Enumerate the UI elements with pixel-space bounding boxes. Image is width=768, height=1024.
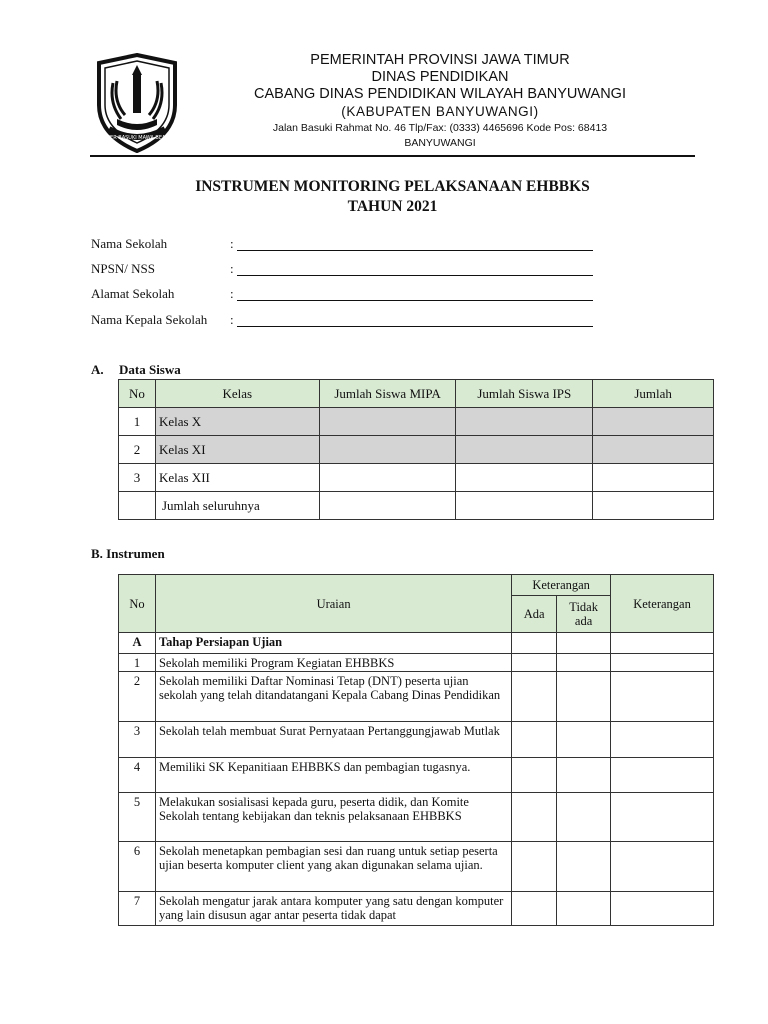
keterangan-cell[interactable]: [611, 672, 714, 722]
group-row: A Tahap Persiapan Ujian: [119, 633, 714, 654]
letterhead-branch: CABANG DINAS PENDIDIKAN WILAYAH BANYUWANGI: [254, 86, 626, 102]
field-label: Alamat Sekolah: [91, 286, 175, 301]
input-cell[interactable]: [456, 408, 593, 436]
table-row: 2 Sekolah memiliki Daftar Nominasi Tetap (DNT) peserta ujian sekolah yang telah ditandatangani Kepala Cabang Dinas Pendidikan: [119, 672, 714, 722]
input-cell[interactable]: [593, 408, 714, 436]
table-row: 4 Memiliki SK Kepanitiaan EHBBKS dan pembagian tugasnya.: [119, 758, 714, 793]
field-label: NPSN/ NSS: [91, 261, 155, 276]
section-a-title: Data Siswa: [119, 362, 181, 377]
table-header-row: [119, 380, 714, 408]
header-jumlah: Jumlah: [593, 380, 714, 408]
checkbox-ada[interactable]: [512, 842, 557, 892]
fill-line[interactable]: [237, 300, 593, 301]
table-row: 3 Kelas XII: [119, 464, 714, 492]
checkbox-ada[interactable]: [512, 758, 557, 793]
header-jumlah-mipa: Jumlah Siswa MIPA: [319, 380, 456, 408]
checkbox-ada[interactable]: [512, 892, 557, 926]
document-title: INSTRUMEN MONITORING PELAKSANAAN EHBBKS: [195, 178, 590, 195]
header-kelas: Kelas: [155, 380, 319, 408]
checkbox-tidak-ada[interactable]: [557, 722, 611, 758]
keterangan-cell[interactable]: [611, 842, 714, 892]
keterangan-cell[interactable]: [611, 793, 714, 842]
table-header-row: [119, 575, 714, 596]
input-cell[interactable]: [456, 464, 593, 492]
table-row: 3 Sekolah telah membuat Surat Pernyataan Pertanggungjawab Mutlak: [119, 722, 714, 758]
checkbox-ada[interactable]: [512, 793, 557, 842]
keterangan-cell[interactable]: [611, 758, 714, 793]
header-no: No: [119, 380, 156, 408]
letterhead-office: DINAS PENDIDIKAN: [371, 69, 509, 85]
input-cell[interactable]: [593, 492, 714, 520]
fill-line[interactable]: [237, 275, 593, 276]
header-ada: Ada: [512, 596, 557, 633]
keterangan-cell[interactable]: [611, 654, 714, 672]
keterangan-cell[interactable]: [611, 892, 714, 926]
fill-line[interactable]: [237, 250, 593, 251]
field-nama-sekolah[interactable]: Nama Sekolah :: [91, 236, 611, 254]
checkbox-tidak-ada[interactable]: [557, 793, 611, 842]
field-label: Nama Sekolah: [91, 236, 168, 251]
table-row: 5 Melakukan sosialisasi kepada guru, peserta didik, dan Komite Sekolah tentang kebijakan dan teknis pelaksanaan EHBBKS: [119, 793, 714, 842]
instrumen-table: [118, 574, 714, 926]
letterhead: [190, 52, 690, 150]
table-row: 6 Sekolah menetapkan pembagian sesi dan ruang untuk setiap peserta ujian beserta komputer client yang akan digunakan selama ujian.: [119, 842, 714, 892]
document-year: TAHUN 2021: [347, 198, 438, 215]
header-keterangan: Keterangan: [611, 575, 714, 633]
section-a-number: A.: [91, 362, 104, 377]
table-row: 7 Sekolah mengatur jarak antara komputer yang satu dengan komputer yang lain disusun agar antar peserta tidak dapat: [119, 892, 714, 926]
field-kepala-sekolah[interactable]: Nama Kepala Sekolah :: [91, 312, 611, 330]
letterhead-regency: (KABUPATEN BANYUWANGI): [341, 104, 539, 119]
section-b-title: B. Instrumen: [91, 546, 165, 561]
letterhead-government: PEMERINTAH PROVINSI JAWA TIMUR: [310, 52, 570, 68]
field-npsn[interactable]: NPSN/ NSS :: [91, 261, 611, 279]
input-cell[interactable]: [319, 492, 456, 520]
coat-of-arms-logo-icon: [95, 53, 179, 153]
table-row: 1 Sekolah memiliki Program Kegiatan EHBBKS: [119, 654, 714, 672]
fill-line[interactable]: [237, 326, 593, 327]
checkbox-tidak-ada[interactable]: [557, 842, 611, 892]
checkbox-tidak-ada[interactable]: [557, 758, 611, 793]
header-uraian: Uraian: [155, 575, 511, 633]
input-cell[interactable]: [319, 464, 456, 492]
input-cell[interactable]: [319, 408, 456, 436]
field-alamat-sekolah[interactable]: Alamat Sekolah :: [91, 286, 611, 304]
letterhead-divider: [90, 155, 695, 157]
input-cell[interactable]: [456, 436, 593, 464]
checkbox-ada[interactable]: [512, 654, 557, 672]
checkbox-tidak-ada[interactable]: [557, 672, 611, 722]
header-keterangan-group: Keterangan: [512, 575, 611, 596]
field-label: Nama Kepala Sekolah: [91, 312, 208, 327]
letterhead-city: BANYUWANGI: [404, 137, 476, 149]
letterhead-address: Jalan Basuki Rahmat No. 46 Tlp/Fax: (0333) 4465696 Kode Pos: 68413: [272, 122, 608, 134]
input-cell[interactable]: [593, 436, 714, 464]
header-tidak-ada: Tidak ada: [557, 596, 611, 633]
keterangan-cell[interactable]: [611, 722, 714, 758]
table-row-total: Jumlah seluruhnya: [119, 492, 714, 520]
checkbox-tidak-ada[interactable]: [557, 654, 611, 672]
header-no: No: [119, 575, 156, 633]
checkbox-ada[interactable]: [512, 722, 557, 758]
table-row: 2 Kelas XI: [119, 436, 714, 464]
table-row: 1 Kelas X: [119, 408, 714, 436]
svg-text:JER BASUKI MAWA BEA: JER BASUKI MAWA BEA: [108, 135, 166, 141]
data-siswa-table: [118, 379, 714, 520]
checkbox-tidak-ada[interactable]: [557, 892, 611, 926]
header-jumlah-ips: Jumlah Siswa IPS: [456, 380, 593, 408]
input-cell[interactable]: [593, 464, 714, 492]
input-cell[interactable]: [319, 436, 456, 464]
input-cell[interactable]: [456, 492, 593, 520]
checkbox-ada[interactable]: [512, 672, 557, 722]
